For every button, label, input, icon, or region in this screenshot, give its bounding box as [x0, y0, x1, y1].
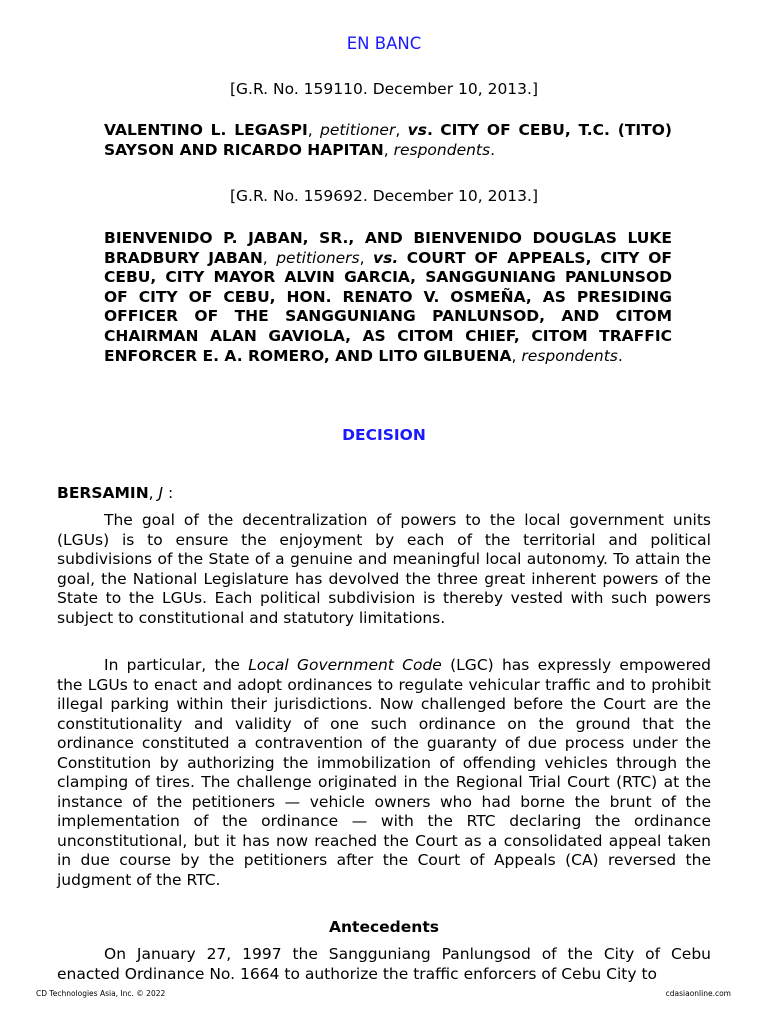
decision-heading: DECISION [342, 426, 426, 444]
paragraph-2-lead: In particular, the [104, 656, 249, 674]
respondents-role: respondents [521, 346, 618, 365]
paragraph-3: On January 27, 1997 the Sangguniang Panlungsod of the City of Cebu enacted Ordinance No. 1664 to authorize the traffic enforcers of Cebu City to [57, 945, 711, 983]
versus-label: vs. [373, 248, 399, 267]
case-number-2: [G.R. No. 159692. December 10, 2013.] [229, 187, 539, 205]
petitioners-role: petitioners [276, 248, 360, 267]
ponente: BERSAMIN, J : [57, 484, 174, 502]
petitioner-role: petitioner [319, 121, 396, 139]
code-title: Local Government Code [248, 656, 442, 674]
case-caption-1: VALENTINO L. LEGASPI, petitioner, vs. CITY OF CEBU, T.C. (TITO) SAYSON AND RICARDO HAPITAN, respondents. [104, 121, 672, 159]
ponente-name: BERSAMIN [57, 484, 149, 502]
versus-label: vs [407, 121, 427, 139]
paragraph-1: The goal of the decentralization of powers to the local government units (LGUs) is to ensure the enjoyment by each of the territorial and political subdivisions of the State of a genuine and meaningful local autonomy. To attain the goal, the National Legislature has devolved the three great inherent powers of the State to the LGUs. Each political subdivision is thereby vested with such powers subject to constitutional and statutory limitations. [57, 511, 711, 627]
case-number-1: [G.R. No. 159110. December 10, 2013.] [229, 80, 539, 98]
ponente-title: J [158, 484, 164, 502]
petitioner-name: VALENTINO L. LEGASPI [104, 121, 308, 139]
footer-copyright: CD Technologies Asia, Inc. © 2022 [36, 989, 166, 998]
court-division-heading: EN BANC [346, 34, 422, 53]
antecedents-heading: Antecedents [329, 918, 439, 936]
paragraph-2-body: (LGC) has expressly empowered the LGUs to enact and adopt ordinances to regulate vehicular traffic and to prohibit illegal parking within their jurisdictions. Now challenged before the Court are the constitutionality and validity of one such ordinance on the ground that the ordinance constituted a contravention of the guaranty of due process under the Constitution by authorizing the immobilization of offending vehicles through the clamping of tires. The challenge originated in the Regional Trial Court (RTC) at the instance of the petitioners — vehicle owners who had borne the brunt of the implementation of the ordinance — with the RTC declaring the ordinance unconstitutional, but it has now reached the Court as a consolidated appeal taken in due course by the petitioners after the Court of Appeals (CA) reversed the judgment of the RTC. [57, 656, 711, 890]
respondents-names: COURT OF APPEALS, CITY OF CEBU, CITY MAYOR ALVIN GARCIA, SANGGUNIANG PANLUNSOD OF CITY OF CEBU, HON. RENATO V. OSMEÑA, AS PRESIDING OFFICER OF THE SANGGUNIANG PANLUNSOD, AND CITOM CHAIRMAN ALAN GAVIOLA, AS CITOM CHIEF, CITOM TRAFFIC ENFORCER E. A. ROMERO, AND LITO GILBUENA [104, 248, 673, 365]
paragraph-2 [57, 656, 711, 891]
case-caption-2: BIENVENIDO P. JABAN, SR., AND BIENVENIDO DOUGLAS LUKE BRADBURY JABAN, petitioners, vs. COURT OF APPEALS, CITY OF CEBU, CITY MAYOR ALVIN GARCIA, SANGGUNIANG PANLUNSOD OF CITY OF CEBU, HON. RENATO V. OSMEÑA, AS PRESIDING OFFICER OF THE SANGGUNIANG PANLUNSOD, AND CITOM CHAIRMAN ALAN GAVIOLA, AS CITOM CHIEF, CITOM TRAFFIC ENFORCER E. A. ROMERO, AND LITO GILBUENA, respondents. [104, 229, 673, 365]
respondents-role: respondents [393, 140, 491, 159]
respondents-names: CITY OF CEBU, T.C. (TITO) SAYSON AND RICARDO HAPITAN [104, 121, 672, 159]
petitioners-names: BIENVENIDO P. JABAN, SR., AND BIENVENIDO DOUGLAS LUKE BRADBURY JABAN [104, 229, 672, 267]
footer-website: cdasiaonline.com [665, 989, 731, 998]
